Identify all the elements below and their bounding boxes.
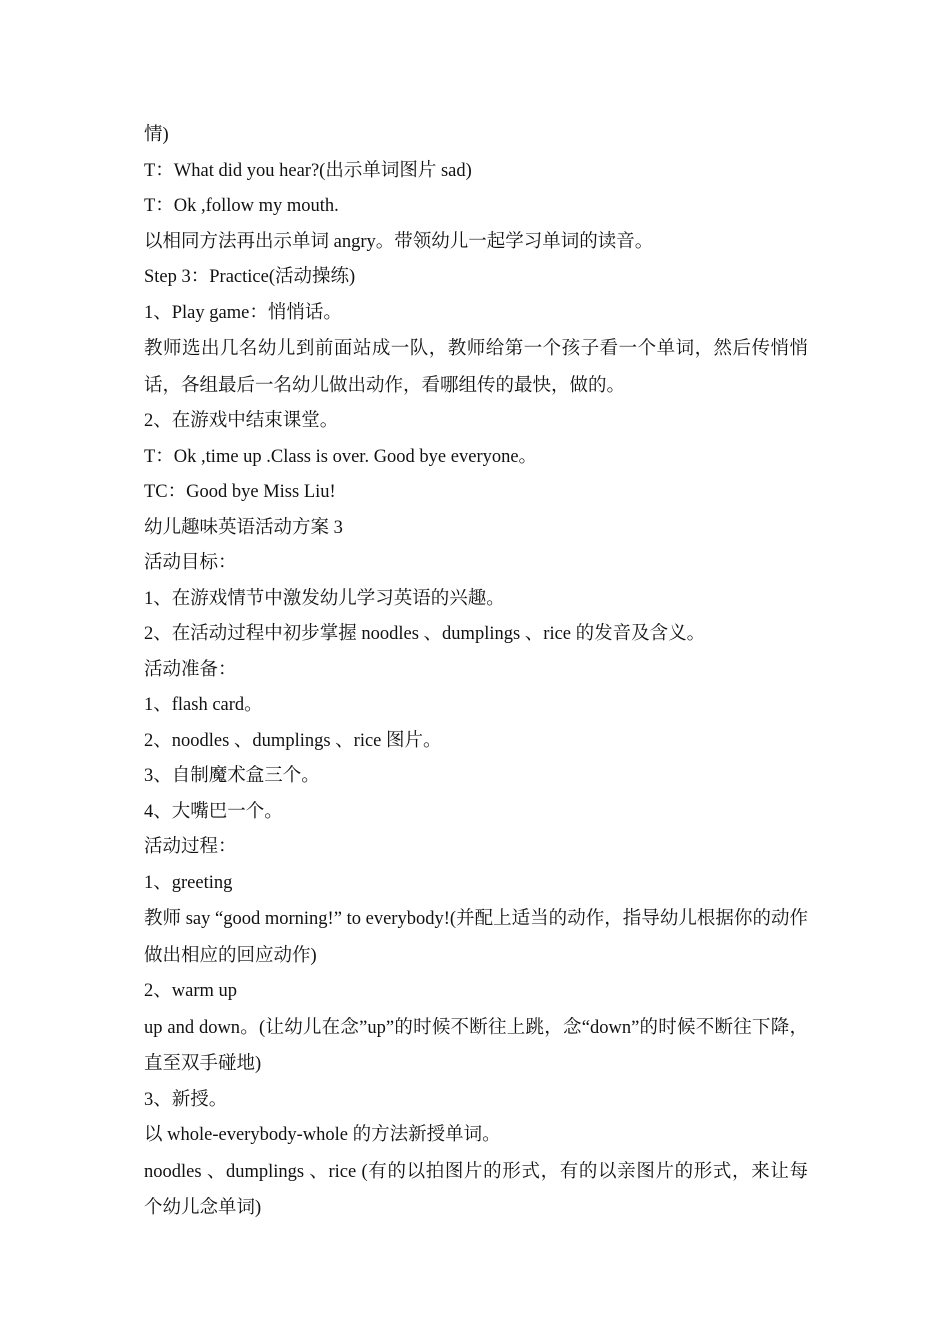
text-line: 以相同方法再出示单词 angry。带领幼儿一起学习单词的读音。	[144, 231, 654, 252]
list-item: 2、noodles 、dumplings 、rice 图片。	[144, 730, 442, 751]
list-item: 3、自制魔术盒三个。	[144, 766, 320, 786]
text-line: T：Ok ,follow my mouth.	[144, 196, 339, 216]
document-body	[144, 118, 808, 1227]
list-item: 1、greeting	[144, 872, 233, 893]
text-line: 2、在游戏中结束课堂。	[144, 411, 339, 431]
paragraph: up and down。(让幼儿在念”up”的时候不断往上跳，念“down”的时候不断往下降，直至双手碰地)	[144, 1017, 808, 1074]
text-line: T：Ok ,time up .Class is over. Good bye everyone。	[144, 446, 538, 467]
paragraph: noodles 、dumplings 、rice (有的以拍图片的形式，有的以亲图片的形式，来让每个幼儿念单词)	[144, 1161, 808, 1218]
list-item: 1、在游戏情节中激发幼儿学习英语的兴趣。	[144, 588, 505, 609]
list-item: 4、大嘴巴一个。	[144, 801, 283, 822]
section-heading: 活动目标：	[144, 553, 237, 573]
text-line: 情)	[144, 125, 169, 145]
text-line: TC：Good bye Miss Liu!	[144, 482, 336, 502]
paragraph: 教师 say “good morning!” to everybody!(并配上适当的动作，指导幼儿根据你的动作做出相应的回应动作)	[144, 909, 808, 966]
paragraph: 教师选出几名幼儿到前面站成一队，教师给第一个孩子看一个单词，然后传悄悄话，各组最后一名幼儿做出动作，看哪组传的最快，做的。	[144, 339, 808, 396]
section-heading: Step 3：Practice(活动操练)	[144, 267, 356, 287]
section-title: 幼儿趣味英语活动方案 3	[144, 517, 343, 538]
text-line: 以 whole-everybody-whole 的方法新授单词。	[144, 1125, 501, 1145]
section-heading: 活动准备：	[144, 659, 237, 680]
section-heading: 活动过程：	[144, 837, 237, 857]
list-item: 2、在活动过程中初步掌握 noodles 、dumplings 、rice 的发音及含义。	[144, 624, 706, 644]
text-line: 1、Play game：悄悄话。	[144, 302, 342, 323]
list-item: 2、warm up	[144, 981, 237, 1001]
text-line: T：What did you hear?(出示单词图片 sad)	[144, 160, 472, 181]
list-item: 1、flash card。	[144, 695, 263, 715]
list-item: 3、新授。	[144, 1089, 228, 1110]
